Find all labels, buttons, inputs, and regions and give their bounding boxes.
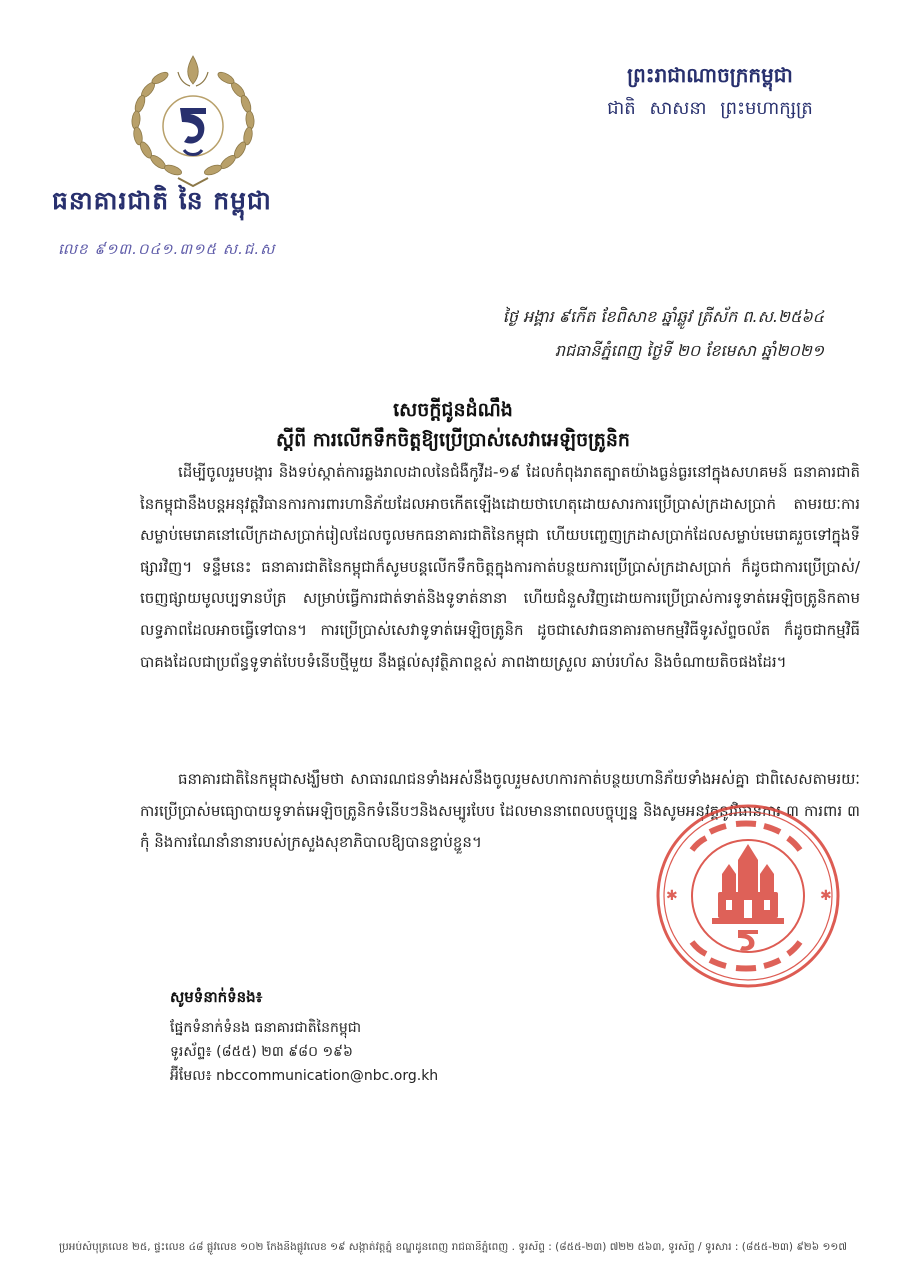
kingdom-title: ព្រះរាជាណាចក្រកម្ពុជា — [627, 63, 793, 87]
lunar-date: ថ្ងៃ អង្គារ ៩កើត ខែពិសាខ ឆ្នាំឆ្លូវ ត្រីស័ក ព.ស.២៥៦៤ — [502, 307, 824, 326]
document-subtitle: ស្តីពី ការលើកទឹកចិត្តឱ្យប្រើប្រាស់សេវាអេឡិចត្រូនិក — [276, 429, 630, 451]
body-paragraph-1: ដើម្បីចូលរួមបង្ការ និងទប់ស្កាត់ការឆ្លងរាលដាលនៃជំងឺកូវីដ-១៩ ដែលកំពុងរាតត្បាតយ៉ាងធ្ងន់ធ្ងរនៅក្នុងសហគមន៍ ធនាគារជាតិនៃកម្ពុជានឹងបន្តអនុវត្តវិធានការការពារហានិភ័យដែលអាចកើតឡើងដោយថាហេតុដោយសារការប្រើប្រាស់ក្រដាសប្រាក់ តាមរយៈការសម្លាប់មេរោគនៅលើក្រដាសប្រាក់រៀលដែលចូលមកធនាគារជាតិនៃកម្ពុជា ហើយបញ្ចេញក្រដាសប្រាក់ដែលសម្លាប់មេរោគរួចទៅក្នុងទីផ្សារវិញ។ ទន្ទឹមនេះ ធនាគារជាតិនៃកម្ពុជាក៏សូមបន្តលើកទឹកចិត្តក្នុងការកាត់បន្ថយការប្រើប្រាស់ក្រដាសប្រាក់ ក៏ដូចជាការប្រើប្រាស់/ចេញផ្សាយមូលប្បទានប័ត្រ សម្រាប់ធ្វើការជាត់ទាត់និងទូទាត់នានា ហើយជំនួសវិញដោយការប្រើប្រាស់ការទូទាត់អេឡិចត្រូនិកតាមលទ្ធភាពដែលអាចធ្វើទៅបាន។ ការប្រើប្រាស់សេវាទូទាត់អេឡិចត្រូនិក ដូចជាសេវាធនាគារតាមកម្មវិធីទូរស័ព្ទចល័ត ក៏ដូចជាកម្មវិធីបាគងដែលជាប្រព័ន្ធទូទាត់បែបទំនើបថ្មីមួយ នឹងផ្តល់សុវត្ថិភាពខ្ពស់ ភាពងាយស្រួល ឆាប់រហ័ស និងចំណាយតិចផងដែរ។ — [140, 463, 860, 671]
national-motto: ជាតិ សាសនា ព្រះមហាក្សត្រ — [607, 98, 813, 119]
document-title: សេចក្តីជូនដំណឹង — [393, 399, 513, 421]
svg-text:✱: ✱ — [820, 888, 832, 904]
reference-number: លេខ ៩១៣.០៤១.៣១៥ ស.ជ.ស — [58, 240, 276, 258]
contact-department: ផ្នែកទំនាក់ទំនង ធនាគារជាតិនៃកម្ពុជា — [170, 1020, 362, 1036]
bank-name: ធនាគារជាតិ នៃ កម្ពុជា — [52, 186, 272, 215]
contact-phone: ទូរស័ព្ទ៖ (៨៥៥) ២៣ ៩៨០ ១៩៦ — [170, 1044, 353, 1060]
body-paragraph-2: ធនាគារជាតិនៃកម្ពុជាសង្ឃឹមថា សាធារណជនទាំងអស់នឹងចូលរួមសហការកាត់បន្ថយហានិភ័យទាំងអស់គ្នា ជាពិសេសតាមរយៈការប្រើប្រាស់មធ្យោបាយទូទាត់អេឡិចត្រូនិកទំនើបៗនិងសម្បូរបែប ដែលមាននាពេលបច្ចុប្បន្ន និងសូមអនុវត្តនូវវិធានការ ៣ ការពារ ៣ កុំ និងការណែនាំនានារបស់ក្រសួងសុខាភិបាលឱ្យបានខ្ជាប់ខ្ជួន។ — [140, 770, 860, 852]
contact-heading: សូមទំនាក់ទំនង៖ — [170, 988, 263, 1006]
official-seal-icon — [652, 800, 844, 992]
contact-email: អ៊ីមែល៖ nbccommunication@nbc.org.kh — [170, 1068, 439, 1084]
solar-date: រាជធានីភ្នំពេញ ថ្ងៃទី ២០ ខែមេសា ឆ្នាំ២០២១ — [554, 341, 824, 360]
svg-text:✱: ✱ — [666, 888, 678, 904]
nbc-emblem-icon — [118, 46, 268, 194]
footer-address: ប្រអប់សំបុត្រលេខ ២៥, ផ្ទះលេខ ៤៨ ផ្លូវលេខ ១០២ កែងនឹងផ្លូវលេខ ១៩ សង្កាត់វត្តភ្នំ ខណ្ឌដូនពេញ រាជធានីភ្នំពេញ . ទូរស័ព្ទ : (៨៥៥-២៣) ៧២២ ៥៦៣, ទូរស័ព្ទ / ទូរសារ : (៨៥៥-២៣) ៩២៦ ១១៧ — [58, 1241, 847, 1253]
contact-block — [170, 988, 550, 1088]
